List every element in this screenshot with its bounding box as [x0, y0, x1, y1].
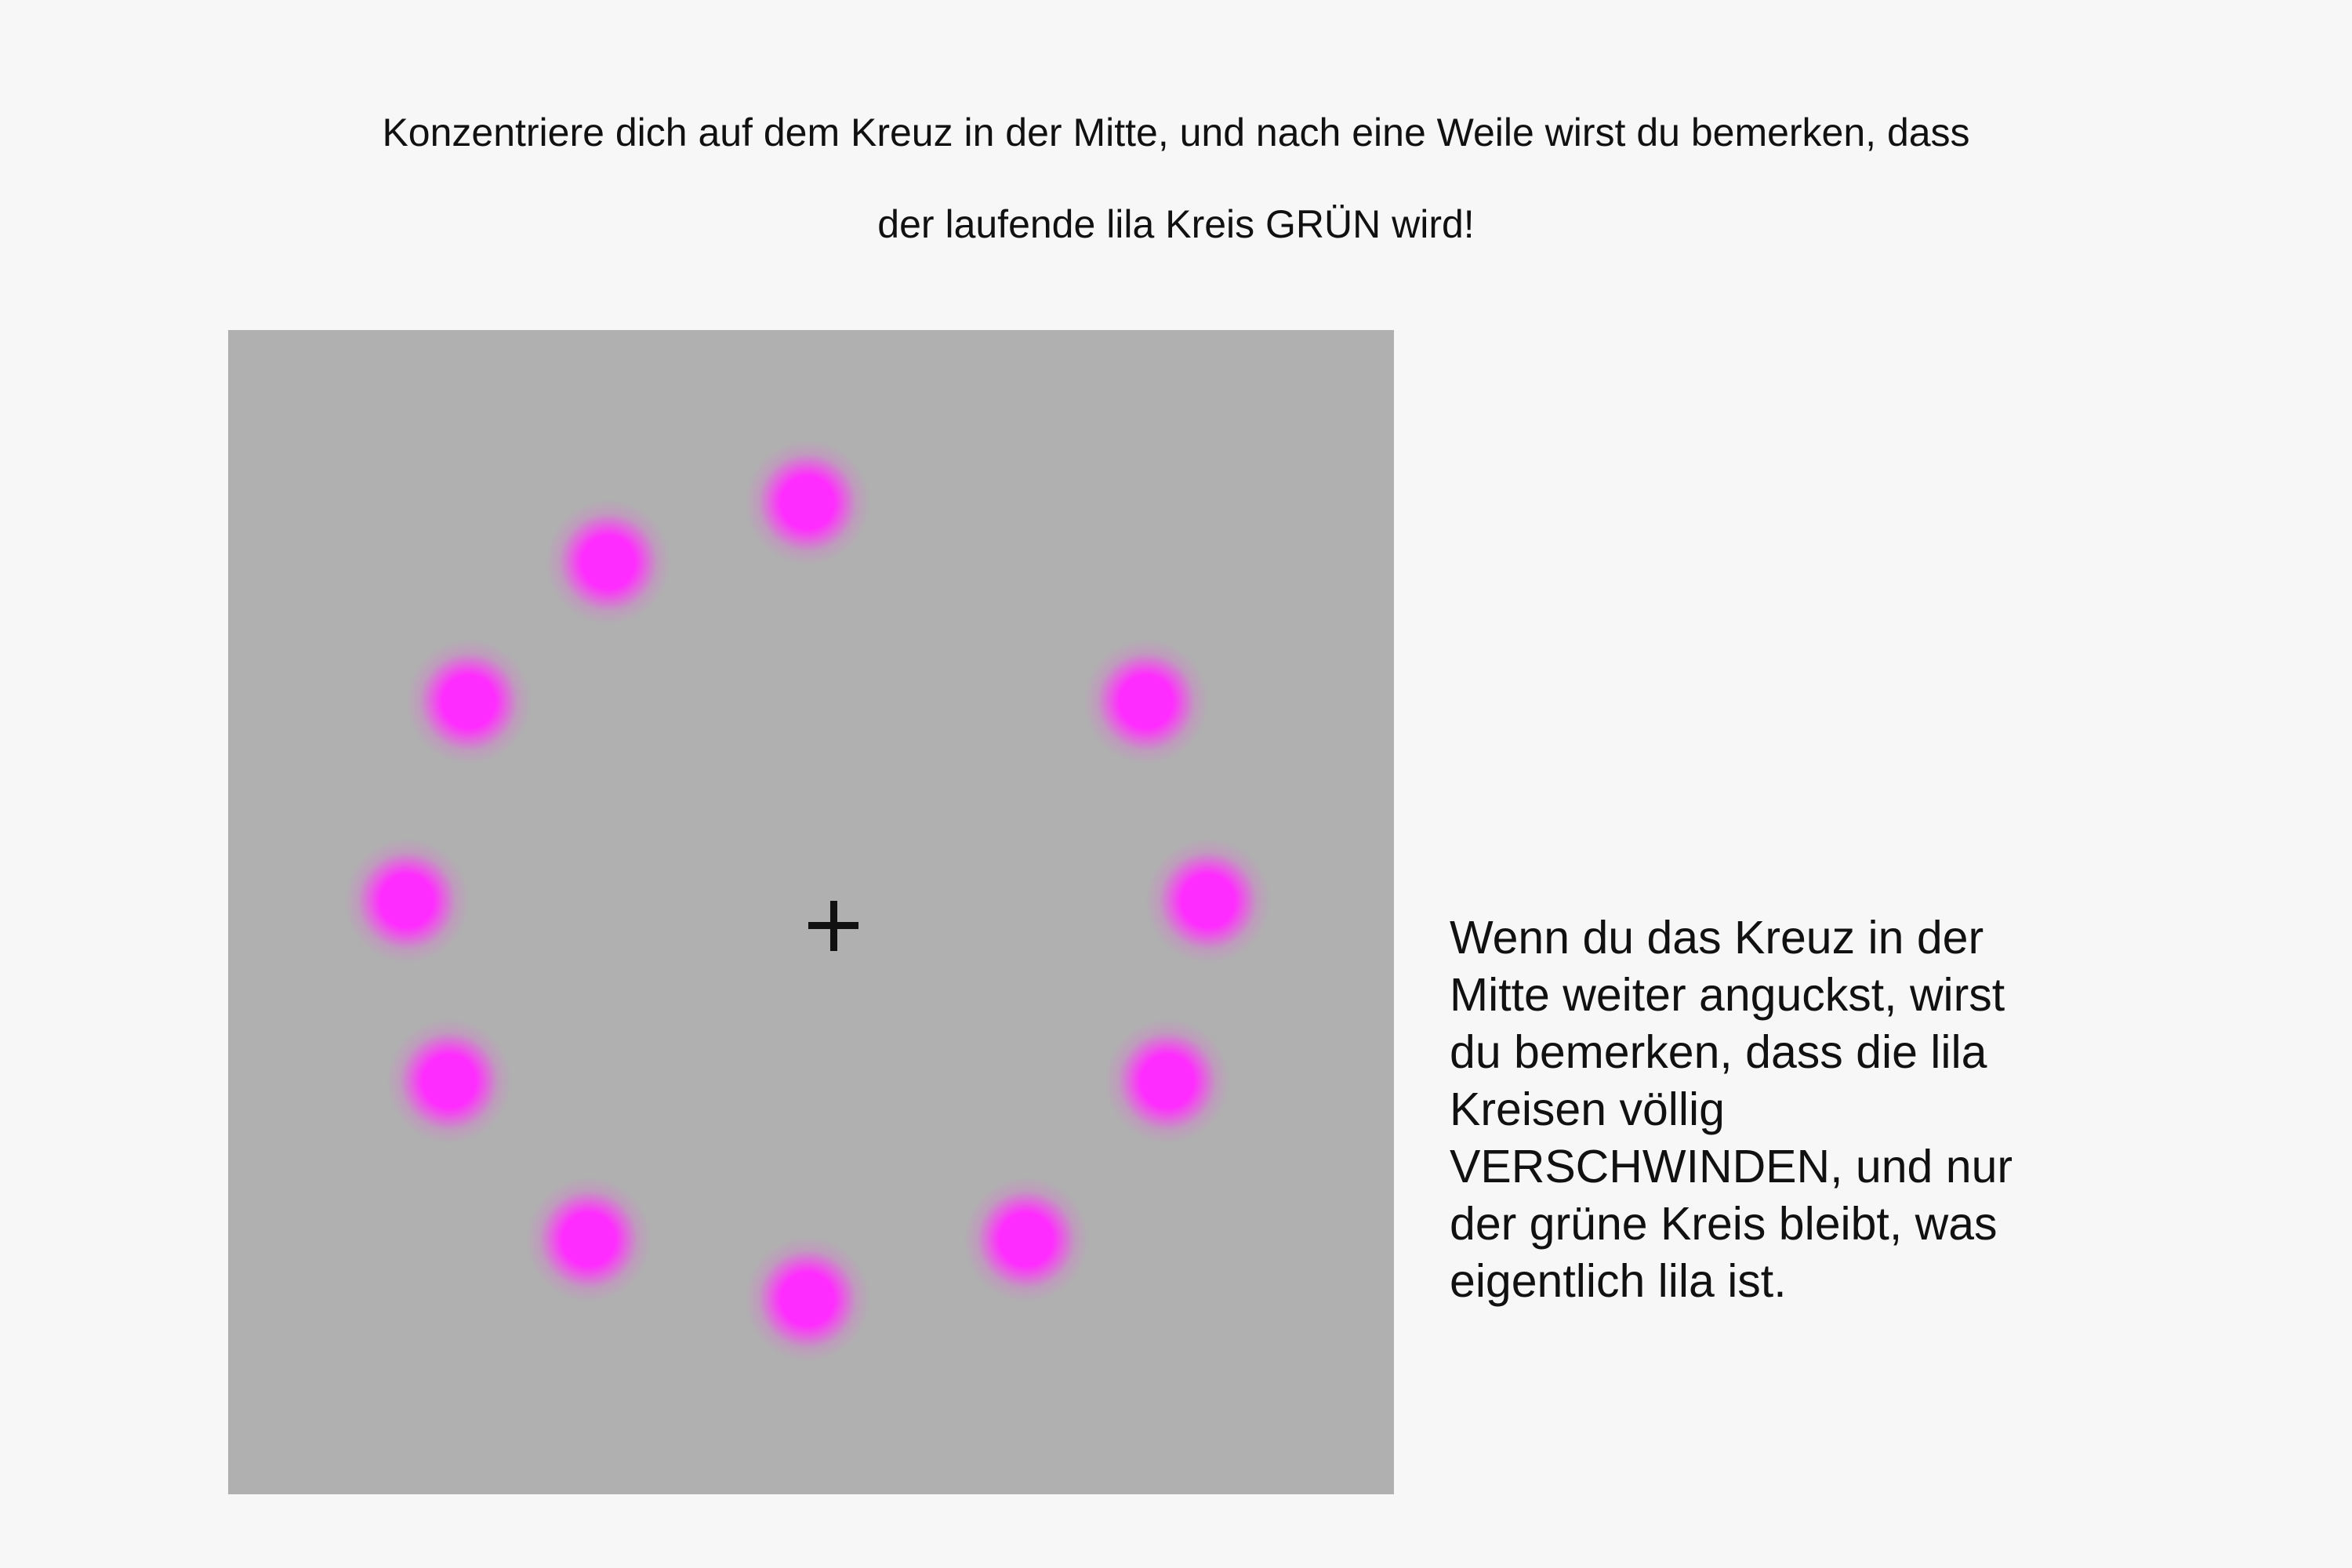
purple-dot — [406, 639, 532, 764]
purple-dot — [745, 440, 870, 565]
purple-dot — [387, 1018, 512, 1144]
illusion-panel — [228, 330, 1394, 1494]
explanation-text: Wenn du das Kreuz in der Mitte weiter anguckst, wirst du bemerken, dass die lila Kreisen völlig VERSCHWINDEN, und nur der grüne Kreis bleibt, was eigentlich lila ist. — [1450, 912, 2013, 1307]
purple-dot — [546, 499, 671, 625]
purple-dot — [344, 838, 470, 964]
purple-dot — [964, 1177, 1089, 1302]
purple-dot — [526, 1177, 652, 1302]
empty-dot-slot — [949, 495, 1075, 620]
purple-dot — [1105, 1018, 1230, 1144]
instruction-line-1: Konzentriere dich auf dem Kreuz in der Mitte, und nach eine Weile wirst du bemerken, dass — [382, 111, 1970, 154]
instruction-line-2: der laufende lila Kreis GRÜN wird! — [877, 202, 1475, 246]
purple-dot — [1083, 639, 1209, 764]
purple-dot — [1145, 838, 1271, 964]
purple-dot — [745, 1236, 870, 1362]
fixation-cross-icon — [808, 901, 858, 951]
